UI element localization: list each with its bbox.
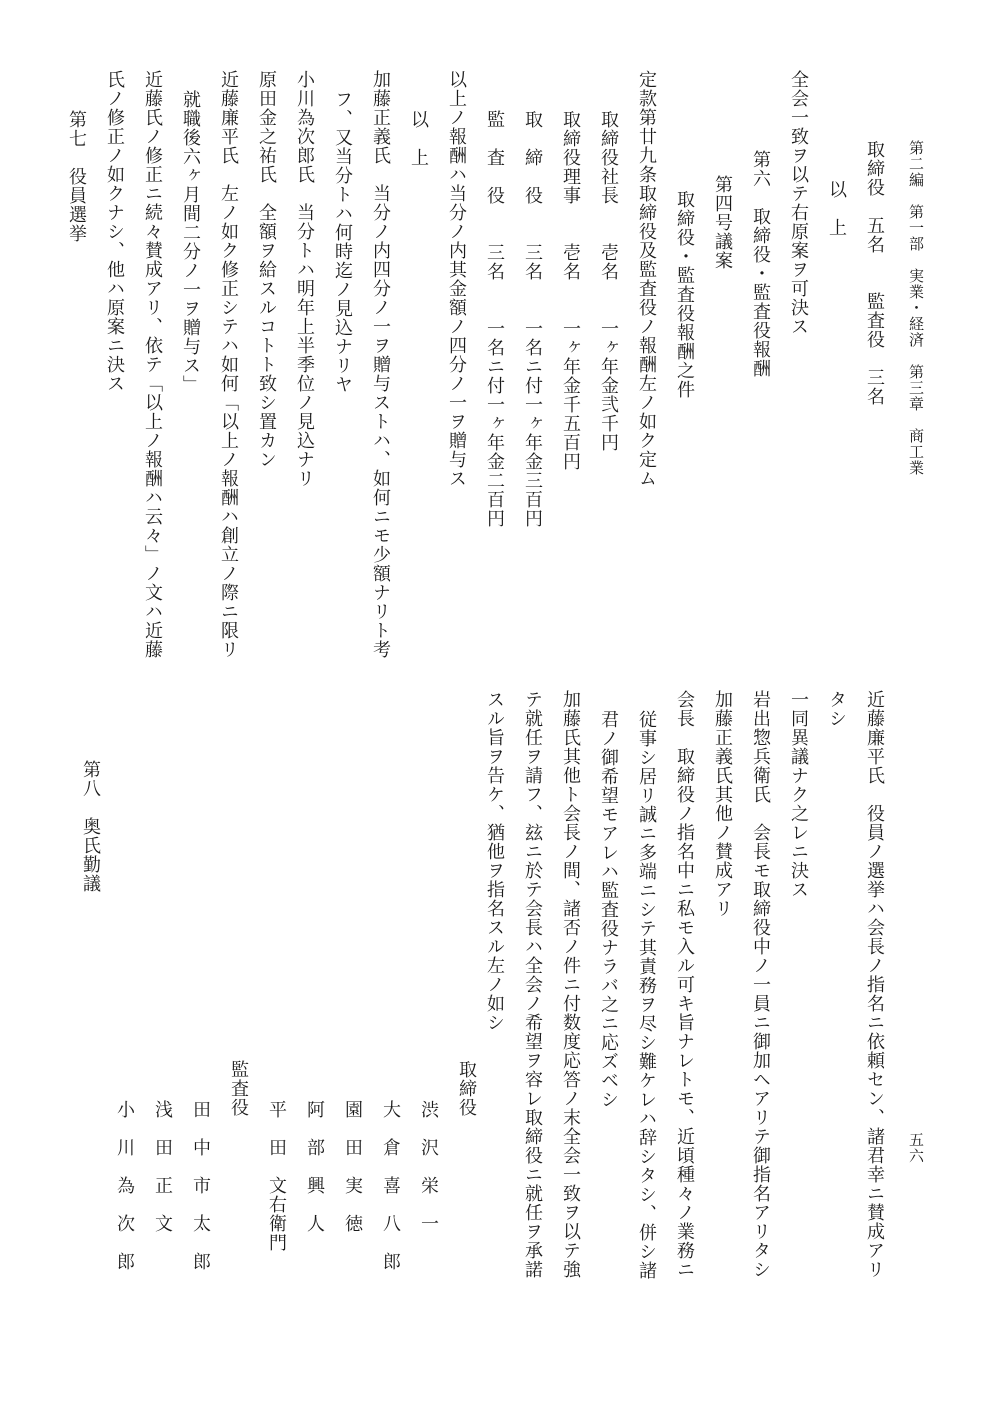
torishimari-label: 取締役 [456,1060,477,1117]
upper-line-14: 加藤正義氏 当分ノ内四分ノ一ヲ贈与ストハ、如何ニモ少額ナリト考 [370,70,391,659]
upper-line-16: 小川為次郎氏 当分トハ明年上半季位ノ見込ナリ [294,70,315,488]
upper-line-15: フ、又当分トハ何時迄ノ見込ナリヤ [332,90,353,394]
kansa-label: 監査役 [228,1060,249,1117]
lower-line-4: 岩出惣兵衛氏 会長モ取締役中ノ一員ニ御加ヘアリテ御指名アリタシ [750,690,771,1279]
upper-line-20: 近藤氏ノ修正ニ続々賛成アリ、依テ「以上ノ報酬ハ云々」ノ文ハ近藤 [142,70,163,659]
page-number: 五六 [907,1132,925,1164]
lower-line-11: スル旨ヲ告ケ、猶他ヲ指名スル左ノ如シ [484,690,505,1032]
upper-line-1: 取締役 五名 監査役 三名 [864,140,885,406]
upper-line-5: 第四号議案 [712,175,733,270]
running-head: 第二編 第一部 実業・経済 第三章 商工業 [907,140,925,476]
upper-line-11: 監 査 役 三名 一名ニ付一ヶ年金二百円 [484,110,505,528]
officer-name: 渋 沢 栄 一 [418,1100,439,1233]
upper-line-13: 以 上 [408,110,429,167]
officer-name: 阿 部 興 人 [304,1100,325,1233]
upper-line-17: 原田金之祐氏 全額ヲ給スルコトト致シ置カン [256,70,277,469]
lower-line-7: 従事シ居リ誠ニ多端ニシテ其責務ヲ尽シ難ケレハ辞シタシ、併シ諸 [636,710,657,1280]
officer-name: 小 川 為 次 郎 [114,1100,135,1271]
upper-line-18: 近藤廉平氏 左ノ如ク修正シテハ如何「以上ノ報酬ハ創立ノ際ニ限リ [218,70,239,659]
upper-line-19: 就職後六ヶ月間二分ノ一ヲ贈与ス」 [180,90,201,394]
lower-line-1: 近藤廉平氏 役員ノ選挙ハ会長ノ指名ニ依頼セン、諸君幸ニ賛成アリ [864,690,885,1279]
upper-line-10: 取 締 役 三名 一名ニ付一ヶ年金三百円 [522,110,543,528]
lower-line-2: タシ [826,690,847,728]
lower-line-8: 君ノ御希望モアレハ監査役ナラバ之ニ応ズベシ [598,710,619,1109]
upper-line-9: 取締役理事 壱名 一ヶ年金千五百円 [560,110,581,471]
lower-line-6: 会長 取締役ノ指名中ニ私モ入ル可キ旨ナレトモ、近頃種々ノ業務ニ [674,690,695,1279]
upper-line-21: 氏ノ修正ノ如クナシ、他ハ原案ニ決ス [104,70,125,393]
upper-line-3: 全会一致ヲ以テ右原案ヲ可決ス [788,70,809,336]
officer-name: 平 田 文右衛門 [266,1100,287,1252]
upper-line-12: 以上ノ報酬ハ当分ノ内其金額ノ四分ノ一ヲ贈与ス [446,70,467,488]
officer-name: 浅 田 正 文 [152,1100,173,1233]
lower-line-3: 一同異議ナク之レニ決ス [788,690,809,899]
lower-line-9: 加藤氏其他ト会長ノ間、諸否ノ件ニ付数度応答ノ末全会一致ヲ以テ強 [560,690,581,1279]
section-heading: 第八 奥氏勤議 [80,760,101,893]
upper-line-7: 定款第廿九条取締役及監査役ノ報酬左ノ如ク定ム [636,70,657,488]
upper-line-4: 第六 取締役・監査役報酬 [750,150,771,378]
lower-line-10: テ就任ヲ請フ、玆ニ於テ会長ハ全会ノ希望ヲ容レ取締役ニ就任ヲ承諾 [522,690,543,1279]
lower-line-5: 加藤正義氏其他ノ賛成アリ [712,690,733,918]
upper-line-2: 以 上 [826,180,847,237]
upper-line-6: 取締役・監査役報酬之件 [674,190,695,399]
officer-name: 田 中 市 太 郎 [190,1100,211,1271]
officer-name: 園 田 実 徳 [342,1100,363,1233]
upper-line-22: 第七 役員選挙 [66,110,87,243]
officer-name: 大 倉 喜 八 郎 [380,1100,401,1271]
upper-line-8: 取締役社長 壱名 一ヶ年金弐千円 [598,110,619,452]
